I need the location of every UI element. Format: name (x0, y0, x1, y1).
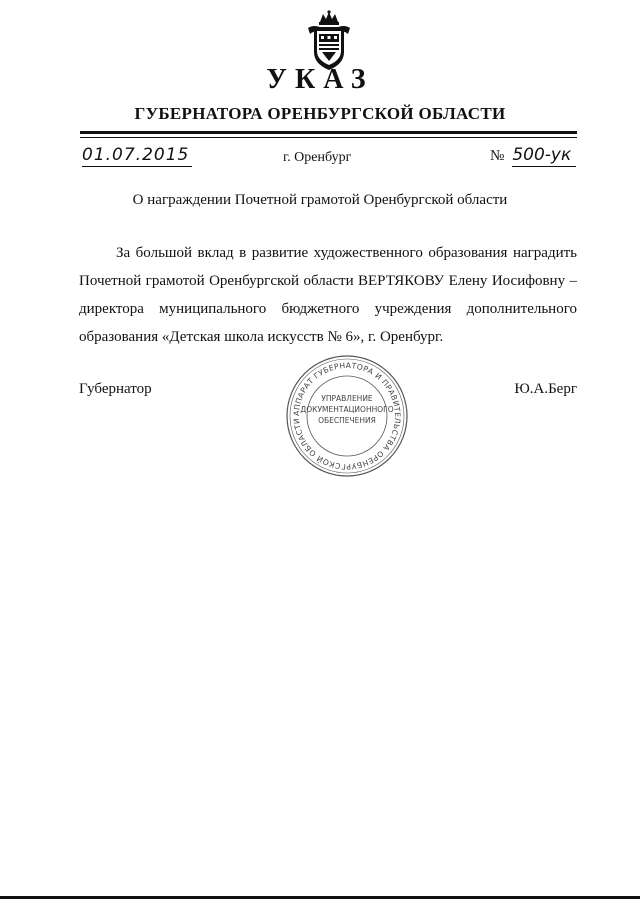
stamp-center-text (282, 393, 412, 426)
document-number (490, 144, 582, 167)
header-rule-thin (80, 137, 577, 138)
stamp-line-3: ОБЕСПЕЧЕНИЯ (318, 416, 376, 425)
stamp-ring-text: АППАРАТ ГУБЕРНАТОРА И ПРАВИТЕЛЬСТВА ОРЕНБУРГСКОЙ ОБЛАСТИ (291, 360, 403, 472)
document-heading: О награждении Почетной грамотой Оренбургской области (132, 192, 508, 208)
document-body: За большой вклад в развитие художественного образования наградить Почетной грамотой Оренбургской области ВЕРТЯКОВУ Елену Иосифовну – директора муниципального бюджетного учреждения дополнительного образования «Детская школа искусств № 6», г. Оренбург. (79, 245, 577, 345)
page-bottom-edge (0, 896, 640, 899)
document-date: 01.07.2015 (82, 144, 192, 167)
official-stamp (282, 351, 412, 481)
signature-name: Ю.А.Берг (514, 381, 577, 397)
stamp-line-1: УПРАВЛЕНИЕ (321, 394, 373, 403)
number-value: 500-ук (512, 144, 576, 167)
document-title: УКАЗ (266, 64, 374, 95)
header-rule-thick (80, 131, 577, 134)
stamp-line-2: ДОКУМЕНТАЦИОННОГО (300, 405, 394, 414)
coat-of-arms-icon (304, 10, 354, 72)
number-sign: № (490, 148, 505, 164)
signature-title: Губернатор (79, 381, 152, 397)
document-subtitle: ГУБЕРНАТОРА ОРЕНБУРГСКОЙ ОБЛАСТИ (134, 104, 506, 123)
document-city: г. Оренбург (283, 150, 352, 165)
